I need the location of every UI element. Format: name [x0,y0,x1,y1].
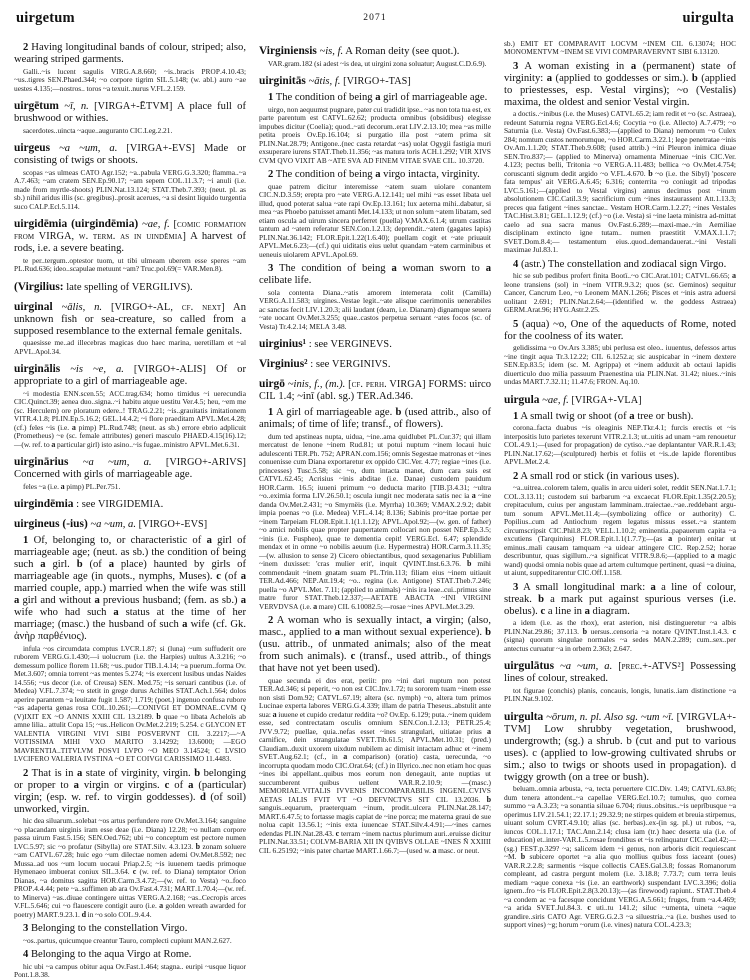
sense-text: A small twig or shoot (of a tree or bush). [520,410,694,422]
headword-etymology: [comic formation from VIRGA, w. term. as in uindēmia] [14,219,247,242]
running-head-right: uirgulta [682,10,734,26]
headword-lemma: uirginārius [14,456,69,468]
sense-text: Belonging to the constellation Virgo. [30,923,188,934]
headword-lemma: Virginius² [259,358,308,370]
dictionary-entry-headword [504,394,736,407]
headword-lemma: uirginitās [259,75,306,87]
sense-paragraph [259,615,491,675]
headword-forms: ~is ~e, a. [70,364,124,375]
running-head [14,10,736,32]
sense-number: 2 [268,169,274,180]
sense-paragraph [504,259,736,271]
sense-text: That is in a state of virginity, virgin. b belonging or proper to a virgin or virgins. c of a (particular) virgin; (esp. w. ref. to virgin goddesses). d (of soil) unworked, virgin. [14,767,247,815]
headword-lemma: uirgeus [14,142,51,154]
citation-block: Galli..~is lucent sagulis VIRG.A.8.660; ~is..bracis PROP.4.10.43; ~us..tigres SEN.Phaed.344; ~o corpore tigrim SIL.5.148; (w. abl.) auro ~ae uestes 4.135;—nostros.. toros ~a texuit..nurus V.FL.2.159. [14,66,247,93]
citation-block: corona..facta duabus ~is oleaginis NEP.Tkr.4.1; furcis erectis et ~is interpositis luto parietes texerunt VITR.2.1.3; ut..uitis ad unam ~am renouetur COL.4.9.1;—(used for propagation) de cytiso..~ae deplantantur VAR.R.1.43; PLIN.Nat.17.62;—(sculptured) herbis et foliis et ~is..de lapide florentibus APVL.Met.2.4. [504,423,736,466]
headword-definition: A Roman deity (see quot.). [345,46,460,57]
dictionary-entry-headword [14,301,246,338]
headword-lemma: uirgidēmia (uirgindēmia) [14,218,139,230]
dictionary-entry-headword [504,711,736,784]
sense-number: 2 [23,42,29,53]
headword-definition: A harvest of rods, i.e. a severe beating. [14,231,246,254]
headword-forms: ~ae, f. [142,219,170,230]
sense-number: 3 [23,923,29,934]
citation-block: uirgo, non aequumst pugnare, pater cui tradidit ipse.. ~as non tota tua est, ex parte parentum est CATVL.62.62; producta omnibus (obsidibus) elegisse impubes dicitur (Coelia); quod..~ati decorum..erat LIV.2.13.10; mea ~as mille petita proeis Ov.Ep.16.104; si purgatio illa post ~atem prima sit PLIN.Nat.28.79; Antigone..(nec casta retardat ~as) uolat Ogygii fastigia muri exsuperare iurens STAT.Theb.11.356; ~as matura toris ACH.1.292; VIR XIVS CVM QVO VIXIT AB ~ATE SVA AD FINEM VITAE SVAE CIL. 10.3720. [259,104,491,165]
headword-definition: Of or appropriate to a girl of marriageable age. [14,364,246,387]
sense-text: (aqua) ~o, One of the aqueducts of Rome, noted for the coolness of its water. [504,318,736,342]
sense-paragraph [14,949,246,961]
sense-number: 3 [513,60,519,72]
citation-block: sacerdotes..uincta ~aque..auguranto CIC.Leg.2.21. [23,125,173,135]
dictionary-entry-headword [259,358,491,371]
headword-etymology: [VIRGA+-EVS] [126,143,196,154]
sense-text: A woman existing in a (permanent) state of virginity: a (applied to goddesses or sim.). b (applied to priestesses, esp. Vestal virgins); ~o (Vestalis) maxima, the oldest and senior Vestal virgin. [504,60,737,108]
sense-paragraph [259,407,491,431]
sense-text: A woman who is sexually intact, a virgin; (also, masc., applied to a man without sexual experience). b (usu. attrib., of unmated animals; also of the meat from such animals). c (transf., used attrib., of things that have not yet been used). [259,615,491,674]
headword-forms: ~inis, f., (m.). [287,379,346,390]
headword-etymology: [VIRGO+-TAS] [343,76,411,87]
citation-block: quae patrem dicitur interemisse ~atem suam uiolare conantem CIC.N.D.3.59; erepta pro ~ate VERG.A.12.141; uel mihi ~as esset libata uel illud, quod poterat salua ~ate rapi Ov.Ep.13.161; lux aeterna mihi..dabatur, si mea ~as Phoebo patuisset amanti Met.14.133; ut non solum ~atem libatam, sed etiam oscula ad uirum sincera perferret (puella) V.MAX.6.1.4; utrum castitas tantum ad ~atem referatur SEN.Con.1.2.13; deprendit..~atem (gagates lapis) PLIN.Nat.36.142; FLOR.Epit.1.22(1.6.40); puellam cogit et ~ate priuauit APVL.Met.6.23;—(cf.) qui uiditatis eius uelut quandam ~atem carminibus et ueneuis uiolarem APVL.Apol.69. [259,181,492,259]
headword-lemma: uirginal [14,300,53,313]
headword-etymology: [VIRGA+-VLA] [571,394,642,406]
headword-lemma: Virginiensis [259,45,317,57]
sense-paragraph [504,582,736,618]
page-number: 2071 [363,13,387,23]
sense-number: 2 [513,470,519,482]
headword-forms: ~ātis, f. [308,76,341,87]
sense-number: 3 [513,581,519,593]
dictionary-entry-headword [504,660,736,685]
sense-paragraph [14,535,246,643]
headword-lemma: uirgineus (-ius) [14,518,88,530]
headword-lemma: uirgindēmia [14,498,74,510]
dictionary-entry-headword [14,100,246,125]
dictionary-entry-headword [14,363,246,388]
headword-definition: : see VERGINIVS. [310,359,391,370]
sense-paragraph [504,61,736,109]
citation-block: feles ~a (i.e. a pimp) PL.Per.751. [23,481,121,491]
dictionary-entry-headword [259,45,491,58]
citation-block: a doctis..~inibus (i.e. the Muses) CATVL.65.2; iam redit et ~o (sc. Astraea), redeunt Saturnia regna VERG.Ecl.4.6; Cocytia ~o (i.e. Allecto) A.7.479; ~o Saturnia (i.e. Vesta) Ov.Fast.6.383;—(applied to Diana) nemorum ~o Culex 284; nomtum custos nemorumque, ~o HOR.Carm.3.22.1; lege penetratae ~inis Ov.Am.1.1.20; STAT.Theb.9.608; (used attrib.) ~ini Pleuron inimica diuae SEN.Tro.837;— (applied to Minerva) ornamenta Mineruae ~inis CIC.Ver. 4.123; pectus belli, Tritonia ~o VERG.A.11.483; bellica ~o Ov.Met.4.754; coruscanti signum dedit argido ~o V.FL.4.670. b ~o (i.e. the Sibyl) 'poscere fata tempus' ait VERG.A.6.45; 6.316; conterrita ~o coniugit ad tripodas LVC.5.161;—(applied to Vestal virgins) annus decimus post ~inum absolutionem CIC.Catil.3.9; sacrificium cum ~ines instaurassent Att.1.13.3; preces qua fatigent ~ines sanctae.. Vestam HOR.Carm.1.2.27; ~ines Vestales TAC.Hist.3.81; GEL.1.12.9; (cf.) ~o (i.e. Vesta) si ~ine laeta ministra ad-mittat caelo ad sua sacra manus Ov.Fast.6.289;—maxi-mae..~in Aemiliae disciplinam extincto igne tutam.. numen praestitit V.MAX.1.1.7; SVET.Dom.8.4;— testamentum eius..quod..demandauerat..~ini Vestali maximae Jul.83.1. [504,109,736,254]
headword-definition: Low shrubby vegetation, brushwood, undergrowth; (sg.) a shrub. b (cut and put to various uses). c (applied to low-growing cultivated shrubs or sim.; also to twigs or shoots used in propagation). d twiggy growth (on a tree or bush). [504,723,736,783]
headword-lemma: uirgētum [14,100,59,112]
sense-paragraph [14,923,246,935]
headword-forms: ~ōrum, n. pl. Also sg. ~um ~ī. [546,711,674,723]
sense-number: 4 [513,258,519,270]
headword-forms: ~ae, f. [542,394,569,406]
sense-number: 4 [23,949,29,960]
dictionary-entry-headword [259,75,491,88]
citation-block: a idem (i.e. as the rhox), erat asterion, nisi distingueretur ~a albis PLIN.Nat.29.86; 37.113. b uersus..censoria ~a notare QVINT.Inst.1.4.3. c (signa) quorum singulae normales ~a sedes MAN.2.289; cum..sex..per antectus curuatur ~a in orbem 2.363; 2.647. [504,618,736,653]
headword-lemma: uirgō [259,378,285,390]
dictionary-entry-headword [14,142,246,167]
headword-etymology: [VIRGVLA+-TVM] [504,711,736,735]
sense-paragraph [504,471,736,483]
citation-block: beluam..omnia arbusta, ~a, tecta peruertere CIC.Div. 1.49; CATVL.63.86; dum tenera attondent..~a capellae VERG.Ecl.10.7; tumulus, quo cornea summo ~a A.3.23; ~a sonantia siluae 6.704; riuus..obsitus..~is ueprībusque ~a operimus LIV.21.54.1; 22.17.1; 29.32.9; ne stirpes quidem et breuia stirpemus, uiuant solum CVRT.4.9.10; alias (sc. herbas)..ex-(in sg. pl.) ut rubos, ~a, iuncos COL.1.17.1; TAC.Ann.2.14; clusa iam (tr.) haec deserta uia (i.e. of education) et..inter-VAR.L.5.rosae frondibus et ~is relinquatur CIC.Cael.42;—(sg.) FEST.p.329? ~a; salicem idem ~i genus, non arboris dicit requiescant ~M. b subicere oportet ~a alia quo mollius quibus foss iaceant (oues) VAR.R.2.2.8; sarmentis ~isque collectis CAES.Gal.3.8; fossas Romanorum compleant, ad castra pergunt molem (i.e. 3.18.8; 7.73.7; cum terra leuis mediam ~aque conexa ~is (i.e. an earthwork) suspendant LVC.3.396; dolia ignem..fro ~is FLOR.Epit.2.8(3.20.13);—(as firewood) rapiunt.. STAT.Theb.4 ~a condem ac ~a facesque concidunt VERG.A.5.661; fruges, frum ~a.4.469; ~a arida SVET.Jul.84.3. c uti..tu 141.2; siluc ~umenta, uineta ~aque grandire..siris CATO Agr. VERG.G.2.3 ~a siluestria..~a (i.e. bushes used to support vines) ~g; horum ~orum (i.e. vines) natura COL.4.23.3; [504,784,737,929]
column-container [14,38,737,979]
citation-block: hic dea siluarum..solebat ~os artus perfundere rore Ov.Met.3.164; sanguine ~o placandam uirginis iram esse deae (i.e. Diana) 12.28; ~o nullam corpore passa uirum Fast.5.156; SEN.Oed.762; ubi ~o conceptum est pectore numen LVC.5.97; sic ~o profatur (Sibylla) ore STAT.Silv. 4.3.123. b zonam soluere ~am CATVL.67.28; huic ego ~um dilectae nomen ademi Ov.Met.8.592; nec Mussa..ad uos ~um locum uocaui Priap.2.5; ~is iuuenem taedis primoque Hymenaeo imbuerat coniux SIL.3.64. c (w. ref. to Diana) temptator Orion Dianas, ~a domitus sagitta HOR.Carm.3.4.72;—(w. ref. to Vesta) ~o..foco PROP.4.4.44; pete ~a..suffimen ab ara Ov.Fast.4.731; MART.1.70.4;—(w. ref. to Minerva) ~as..diuae contingere uittas VERG.A.2.168; ~as..Cecropis arces V.FL.5.646; cui ~o flauescere contigit auro (i.e. a golden wreath awarded for poetry) MART.9.23.1. d in ~o solo COL.9.4.4. [14,816,246,919]
dictionary-entry-headword [14,498,246,511]
headword-lemma: uirginālis [14,363,61,375]
sense-number: 2 [23,767,29,779]
sense-paragraph [504,319,736,343]
citation-block: dum ted apstineas nupta, uidua, ~ine..ama quidlubet PL.Cur.37; qui illam mercatust de lenone ~inem Rud.81; ut potui nuptum ~inem locaui huic adulescenti TER.Ph. 752; APRAN.com.156; omnis Segestae matronas et ~ines conuenisse cum Diana exportaretur ex oppido CIC.Ver. 4.77; regiae ~ines (i.e. princesses) Tusc.5.58; sic ~o, dum intacta manet, dum cara suis est CATVL.62.45; Acrisius ~inis abditae (i.e. Danae) custodem pauidum HOR.Carm. 16.5; iuueni primum ~o deducta marito [TIB.]3.4.31; ~ultra ~o..eximia forma LIV.26.50.1; oscula iungit nec moderata satis nec ia a ~ine danda Ov.Met.2.431; ~o Smyrnëis (i.e. Myrrha) 10.369; V.MAX.2.9.2; dabit impia poenas ~o (i.e. Medea) V.FL.4.14; 8.136; Sabinis pro~itae portae per ~inem Tarpeiam FLOR.Epit.1.1(1.1.12); APVL.Apol.92;—(w. gen. of father) ~o amici nobilis quae propter paupertatem collocari non posset NEP.Ep.3.5; ~inis (i.e. Fuspheo), quae te dementia cepit! VERG.Ecl. 6.47; splendide mendax et in omne ~o nobilis aeuum (i.e. Hypermestra) HOR.Carm.3.11.35;—(w. allusion to sense 2) Cicero obiectantibus, quod sexagenarius Publiliam ~inem duxisset: 'cras mulier erit', inquit QVINT.Inst.6.3.76. b mihi commendauit ~inem gnatam suam PL.Trin.113; filiam eius ~inem uitiauit TER.Ad.466; NEP.Att.19.4; ~o.. regina (i.e. Antigone) STAT.Theb.7.246; puella ~o APVL.Met. 7.11; (applied to animals) ~inis ira leae..cui..primus sine matre furor STAT.Theb.12.337;—AETATE ABACTA ~INI VIRGINI VERVDVSA (i.e. a mare) CIL 6.10082.5;—rosae ~ines APVL.Met.3.29. [259,431,491,611]
citation-block: quaesisse me..ad illecebras magicas duo haec marina, ueretillam et ~al APVL.Apol.34. [14,338,246,356]
sense-text: A girl of marriageable age. b (used attrib., also of animals; of time of life; transf., of flowers). [259,407,491,430]
headword-forms: ~a ~um, a. [90,519,136,530]
headword-definition: : see VERGINEVS. [308,339,392,350]
sense-text: Of, belonging to, or characteristic of a girl of marriageable age; (neut. as sb.) the condition of being such a girl. b (of a place) haunted by girls of marriageable age (in quots., nymphs, Muses). c (of a married couple, app.) married when the wife was still a girl and without a previous husband; (fem. as sb.) a wife who had such a status at the time of her marriage; (masc.) the husband of such a wife (cf. Gk. ἀνὴρ παρθένιος). [14,535,246,642]
headword-definition: An unknown fish or sea-creature, so called from a supposed resemblance to the external female genitals. [14,301,246,337]
citation-block: VAR.gram.182 (si adest ~is dea, ut uirgini zona soluatur; August.C.D.6.9). [268,58,487,68]
sense-number: 1 [513,410,519,422]
headword-forms: ~is, f. [319,46,344,57]
citation-block: infula ~os circumdata comptus LVCR.1.87; si (luna) ~um suffuderit ore ruborem VERG.G.1.430;—i uolucrum (i.e. the Harpies) uultus A.3.216; ~o demessum pollice florem 11.68; ~us..pudor TIB.1.4.14; ~a puerum..forma Ov. Met.3.607; omnia torrent ~as mentes 5.274; ~is exercent lusibus undas Naides 14.556; ~us decor (i.e. of Creusa) SEN. Med.75; ~is seruari cantibus (i.e. of Medea) V.FL.7.374; ~o stetit in grege durus Achilles STAT.Ach.1.564; dolos aperire parantem ~a leuitate fugit 1.587; 1.719; (poet.) ingenuo confusa rubore ~as adaperta genas rosa COL.10.261;—CONIVGI ET DOMNAE..CVM Q (V)IXIT EX ~O ANNIS XXIII CIL 13.2189. b quae ~o libata Acheloïs ab amne lilia.. attulit Copa 15; ~us..Helicon Ov.Met.2.219; 5.254. c GLYCON ET VALENTIA VIRGINI VIVI SIBI POSVERVNT CIL 3.2217;—~A VOTISSIMA MIHI VXO MARITO 3.14292; 13.6000; —EGO MAVRENTIA..TITVLVM POSVI LVPO ~O MEO 3.14524; C LVSIO LVCIFERO VALERIA IVSTINA ~O ET COIVGI CARISSIMO 11.4483. [14,643,247,763]
headword-definition: Concerned with girls of marriageable age. [14,469,193,480]
citation-block: scopas ~as ulmeas CATO Agr.152; ~a..pabula VERG.G.3.320; flamma..~a A.7.463; ~am cratem SEN.Ep.90.17; ~am sepem COL.11.3.7; ~i anuli (i.e. made from myrtle-shoots) PLIN.Nat.13.124; STAT.Theb.7.393; (neut. pl. as sb.) nihil aridus illis (sc. gregibus)..prosit acerues, ~a si desint liquido turgentia suco CALP.Ecl.5.114. [14,167,246,211]
dictionary-entry-headword [14,456,246,481]
sense-number: 3 [268,263,274,274]
headword-definition: late spelling of VERGILIVS). [66,281,193,293]
dictionary-entry-headword [14,281,246,294]
column-right [504,38,736,956]
sense-paragraph [259,92,491,104]
headword-definition: : see VIRGIDEMIA. [76,499,164,510]
sense-text: The condition of being a woman sworn to a celibate life. [259,263,491,286]
citation-block: te per..tergum..optestor tuom, ut tibi ulmeam uberem esse speres ~am PL.Rud.636; ideo..scapulae metuunt ~am? Truc.pol.69(= VAR.Men.8). [14,255,246,273]
citation-block: sola contenta Diana..~atis amorem intemerata colit (Camilla) VERG.A.11.583; uirgines..Vestae legit..~ate alisque caerimoniis uenerabiles ac sanctas fecit LIV.1.20.3; alii laudant (deam, i.e. Dianam) dignamque seuera ~ate uocant Ov.Met.3.255; quae..castos perpetua seruant ~ates focos (sc. of Vesta) Tr.4.2.14; MELA 3.48. [259,287,491,331]
dictionary-entry-headword [14,218,246,255]
headword-forms: ~a ~um, a. [559,661,613,672]
sense-number: 1 [23,535,29,546]
sense-number: 1 [268,92,274,103]
headword-etymology: [VIRGA+-ĒTVM] [94,101,173,112]
headword-etymology: [prec.+-ATVS²] [618,661,685,672]
citation-block: quae secunda ei dos erat, periit: pro ~ini dari nuptum non potest TER.Ad.346; si peperit, ~o non est CIC.Inv.1.72; tu sororem tuam ~inem esse non sisti Dom.92; CATVL.67.19; altera (sc. nymph) ~o, altera tum primos Lucinae experta labores VERG.G.4.339; illam de patria Theseus..abstulit ante sua: a iuuene et cupido credatur reddita ~o? Ov.Ep. 6.129; puta..~inem quidem esse, sed contrectatam osculis omnium SEN.Con.1.2.13; PETR.25.4; JVV.9.72; puellae, quia..nefas esset ~ines strangulari, uitiatae prius a carnifice, dein strangulatae SVET.Tib.61.5; APVL.Met.10.31; (pred.) Claudiam..duxit uxorem uixdum nubilem ac dimisit intactam adhuc et ~inem SVET.Aug.62.1; (cf., in a comparison) (oratio) casta, uerecunda, ~o incorrupta quodam modo CIC.Orat.64; (cf.) in Illyrico..nec non etiam hoc quas ~ines ibi appellant..quibus mos eorum non denegauit, ante nuptias ut succumberent quibus uellent VAR.R.2.10.9; —(masc.) MEMORIAE..VITALIS IVVENIS INCOMPARABILIS INGENI..CVIVS AETAS IALIS FVIT VT ~O DEFVNCTVS SIT CIL 13.2036. b sanguis..equarum, praeterquam ~inum, prodit..ulcera PLIN.Nat.28.147; MART.6.47.5; to fortasse magis capiat de ~ine porca; me materna graui de sue nolua capit 13.56.1; ~inis exta iuuencae STAT.Silv.4.4.91;—~ines carnes edendas PLIN.Nat.28.43. c terram ~inem nactus plurimum auri..eruisse dicitur PLIN.Nat.33.51; COLVM-BARIA XII IN QVIBVS OLLAE ~INES Ñ XXIIII CIL 6.25192; ~inis pater chartae MART.1.66.7;—(used w. a masc. or neut. [259,675,492,855]
headword-lemma: uirgulātus [504,660,555,672]
sense-number: 5 [513,318,519,330]
headword-lemma: uirginius¹ [259,338,307,350]
citation-block: hic se sub pedibus profert finita Bootï..~o CIC.Arat.101; CATVL.66.65; a leone transiens (sol) in ~inem VITR.9.3.2; quos (sc. Geminos) sequitur Cancer, Cancrum Leo, ~o Leonem MAN.1.266; Pisces et ~inis astra aduersi uolitant 2.691; PLIN.Nat.2.64;—(identified w. the goddess Astraea) GERM.Arat.96; HYG.Astr.2.25. [504,271,736,314]
sense-paragraph [259,169,491,181]
sense-paragraph [14,768,246,816]
headword-definition: Possessing lines of colour, streaked. [504,661,736,684]
headword-definition: Made or consisting of twigs or shoots. [14,143,246,166]
headword-forms: ~ī, n. [64,101,89,112]
sense-text: (astr.) The constellation and zodiacal sign Virgo. [520,258,727,270]
sense-text: Belonging to the aqua Virgo at Rome. [30,949,192,960]
headword-lemma: (Virgilius: [14,280,64,293]
sense-number: 2 [268,615,274,626]
running-head-left: uirgetum [16,10,75,26]
citation-block: ~i modestia ENN.scen.55; ACC.trag.634; homo timidus ~i uerecundia CIC.Quinct.39; aenea duo..signa..~i habitu atque uestitu Ver.4.5; heu, ~em me (sc. Herculem) ore ploratum edere..! TRAG.2.21; ~is..grauitatis imitationem VITR.4.1.8; PLIN.Ep.5.16.2; GEL.14.4.2; ~i flore praeditam APVL.Met.4.28; (cf.) feles ~is (i.e. a pimp) PL.Rud.748; (neut. as sb.) errore ebrio adplicuit (Prometheus) ~e (sc. female attributes) generi masculo PHAED.4.15(16).12;—(w. ref. to a particular girl) isto asino..~is fugae..ministro APVL.Met.6.31. [14,388,247,449]
citation-block: gelidissima ~o Ov.Ars 3.385; ubi perlusa est oleo.. iuuentus, defessos artus ~ine tingit aqua Tr.3.12.22; CIL 6.1252.a; sic auspicabar in ~inem dextere SEN.Ep.83.5; idem (sc. M. Agrippa) et ~inem adduxit ab octaui lapidis diuerticulo duo milia passuum Praenestina uia PLIN.Nat. 31.42; niues..~inis undas MART.7.32.11; 11.47.6; FRON. Aq.10. [504,343,736,386]
sense-text: A small rod or stick (in various uses). [520,470,680,482]
headword-etymology: [VIRGO+-AL, cf. next] [110,301,225,313]
headword-etymology: [cf. perh. VIRGA] [348,379,426,390]
headword-lemma: uirgula [504,393,540,406]
sense-paragraph [14,42,246,66]
headword-forms: ~a ~um, a. [82,457,152,468]
headword-forms: ~ālis, n. [61,301,103,313]
headword-forms: ~a ~um, a. [59,143,118,154]
citation-block: ~a..uitrea..colorem talem, qualis in arcu uideri solet, reddit SEN.Nat.1.7.1; COL.3.13.11; custodem sui barbarum ~a excaecat FLOR.Epit.1.35(2.20.5); crepitaculum, cuius per angustam lamminam..traiectae..~ae..reddebant argu-tum sonum APVL.Met.11.4;—(symbolizing office or authority) C. Popilius..cum ad Antiochum regem legatus missus esset..~a stantem circumscripsit CIC.Phil.8.23; VELL.1.10.2; eminentia..papauerum capita ~a excutiens (Tarquinius) FLOR.Epit.1.1(1.7.7);—(as a pointer) enitar ut eminus..mali causam tamquam ~a uidear attingere CIC. Rep.2.52; horae describuntur, quas sigillum..~a significat VITR.9.8.6;—(applied to a magic wand) quodsi omnia nobis quae ad artem cultumque pertinent, quasi ~a diuina, ut aiunt, suppeditarentur CIC.Off.1.158. [504,483,737,577]
headword-definition: A place full of brushwood or withies. [14,101,246,124]
dictionary-entry-headword [259,378,491,403]
headword-etymology: [VIRGO+-ALIS] [133,364,207,375]
sense-text: The condition of being a virgo intacta, virginity. [275,169,480,180]
dictionary-entry-headword [14,518,246,531]
headword-etymology: [VIRGO+-EVS] [138,519,208,530]
citation-block: hic ubi ~a campus obitur aqua Ov.Fast.1.464; stagna.. euripi ~usque liquor Pont.1.8.38. [14,961,246,979]
sense-paragraph [259,263,491,287]
sense-number: 1 [268,407,274,418]
column-left [14,38,247,979]
headword-etymology: [VIRGO+-ARIVS] [165,457,246,468]
sense-paragraph [504,411,736,423]
citation-block: ~os..partus, quicumque creantur Tauro, complecti cupiunt MAN.2.627. [23,935,232,945]
citation-block: tot figurae (conchis) planis, concauis, longis, lunatis..iam distinctione ~a PLIN.Nat.9.102. [504,685,736,703]
sense-text: A small longitudinal mark: a a line of colour, streak. b a mark put against spurious verses (i.e. obelus). c a line in a diagram. [504,581,736,617]
headword-lemma: uirgulta [504,710,544,723]
dictionary-entry-headword [259,338,491,351]
column-middle [259,38,491,956]
headword-definition: FORMS: uirco CIL 1.4; ~inī (abl. sg.) TER.Ad.346. [259,379,492,402]
sense-text: The condition of being a girl of marriageable age. [275,92,488,103]
citation-block: sb.) EMIT ET COMPARAVIT LOCVM ~INEM CIL 6.13074; HOC MONOMENTVM ~INEM SE VIVI COMPARAVERVNT SIBI 6.13120. [504,38,736,56]
sense-text: Having longitudinal bands of colour, striped; also, wearing striped garments. [14,42,246,65]
